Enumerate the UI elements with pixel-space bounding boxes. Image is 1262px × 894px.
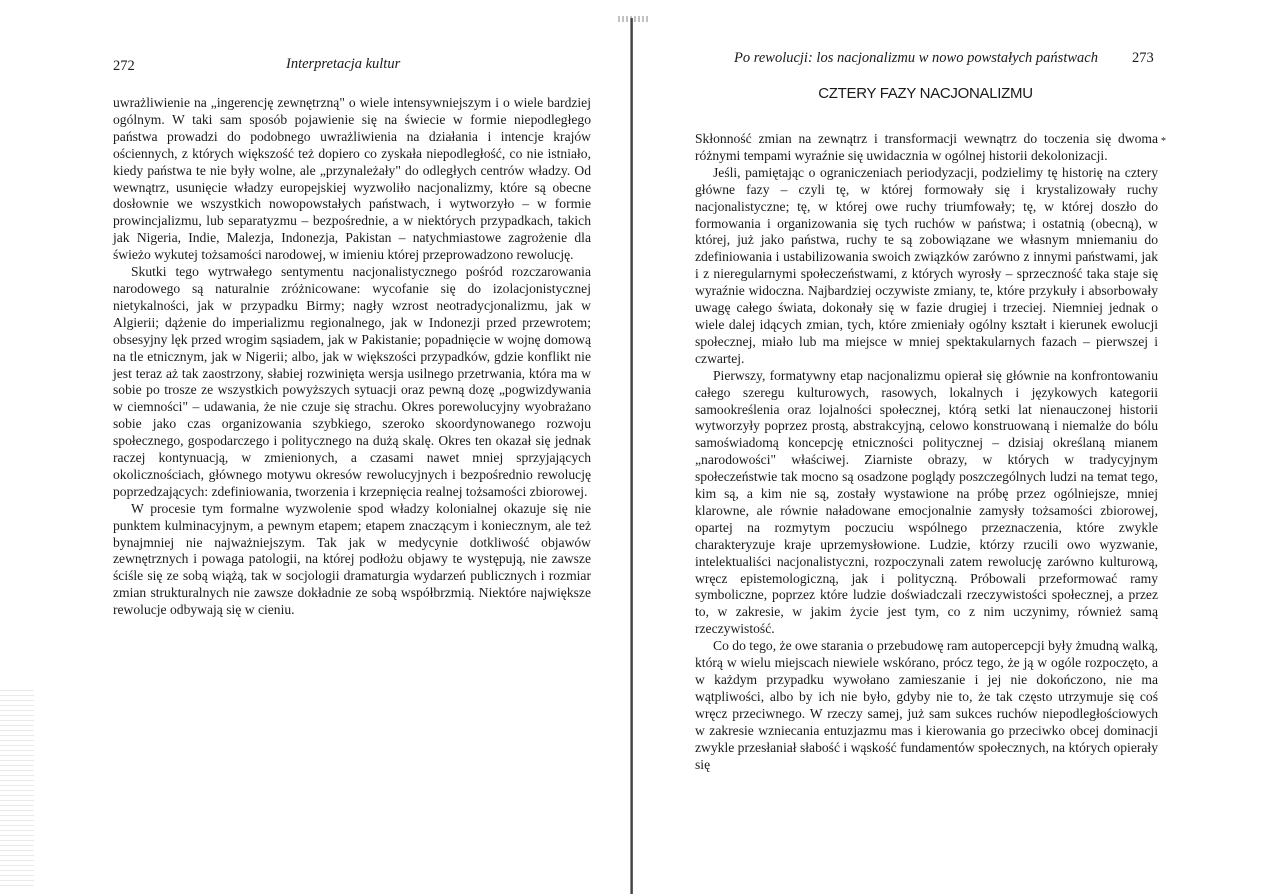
right-body-text — [695, 131, 1158, 773]
right-running-head: Po rewolucji: los nacjonalizmu w nowo powstałych państwach — [734, 50, 1098, 66]
section-title: CZTERY FAZY NACJONALIZMU — [818, 85, 1033, 102]
paragraph: Jeśli, pamiętając o ograniczeniach periodyzacji, podzielimy tę historię na cztery główne fazy – czyli tę, w której formowały się i krystalizowały ruchy nacjonalistyczne; tę, w której owe ruchy triumfowały; tę, w której doszło do formowania i organizowania się tych ruchów w państwa; i ostatnią (obecną), w której, już jako państwa, ruchy te są zobowiązane we własnym mniemaniu do zdefiniowania i ustabilizowania swoich związków zarówno z innymi państwami, jak i z nieregularnymi społeczeństwami, z których wyrosły – sprzeczność taka staje się wyraźnie widoczna. Najbardziej oczywiste zmiany, te, które przykuły i absorbowały uwagę całego świata, dokonały się w fazie drugiej i trzeciej. Niemniej jednak o wiele dalej idących zmian, tych, które zmieniały ogólny kształt i kierunek ewolucji społecznej, miało lub ma miejsce w mniej spektakularnych fazach – pierwszej i czwartej. — [695, 164, 1158, 366]
left-body-text — [113, 95, 591, 619]
right-page — [633, 0, 1262, 894]
left-page-number: 272 — [113, 58, 135, 74]
right-page-number: 273 — [1132, 50, 1154, 66]
left-running-head: Interpretacja kultur — [286, 56, 401, 72]
paragraph: Skutki tego wytrwałego sentymentu nacjonalistycznego pośród rozczarowania narodowego są naturalnie zróżnicowane: wycofanie się do izolacjonistycznej nietykalności, jak w przypadku Birmy; nagły wzrost neotradycjonalizmu, jak w Algierii; dążenie do imperializmu regionalnego, jak w Indonezji przed przewrotem; obsesyjny lęk przed wrogim sąsiadem, jak w Pakistanie; popadnięcie w wojnę domową na tle etnicznym, jak w Nigerii; albo, jak w większości przypadków, gdzie konflikt nie jest teraz aż tak zaostrzony, słabiej rozwinięta wersja usilnego przetrwania, która ma w sobie po trosze ze wszystkich powyższych sytuacji oraz pewną dozę „pogwizdywania w ciemności" – udawania, że nie czuje się strachu. Okres porewolucyjny wyobrażano sobie jako czas organizowania szybkiego, szeroko skoordynowanego rozwoju społecznego, gospodarczego i politycznego na dużą skalę. Okres ten okazał się jednak raczej kontynuacją, w zmienionych, a czasami nawet mniej sprzyjających okolicznościach, głównego motywu okresów rewolucyjnych i bezpośrednio rewolucję poprzedzających: zdefiniowania, tworzenia i krzepnięcia realnej tożsamości zbiorowej. — [113, 264, 591, 499]
paragraph: Co do tego, że owe starania o przebudowę ram autopercepcji były żmudną walką, którą w wielu miejscach niewiele wskórano, prócz tego, że ją w ogóle rozpoczęto, a w każdym przypadku wywołano zamieszanie i jej nie dokończono, nie ma wątpliwości, albo by ich nie było, gdyby nie to, że tak często utrzymuje się coś wręcz przeciwnego. W rzeczy samej, już sam sukces ruchów niepodległościowych w zakresie wzniecania entuzjazmu mas i kierowania go przeciwko obcej dominacji zwykle przesłaniał słabość i wąskość fundamentów społecznych, na których opierały się — [695, 638, 1158, 772]
left-page — [0, 0, 630, 894]
paragraph: uwrażliwienie na „ingerencję zewnętrzną" o wiele intensywniejszym i o wiele bardziej ogólnym. W taki sam sposób pojawienie się na świecie w formie niepodległego państwa prowadzi do podobnego uwrażliwienia na działania i intencje krajów ościennych, z których większość też dopiero co zyskała niepodległość, co nie istniało, kiedy państwa te nie były wolne, ale „przynależały" do odległych centrów władzy. Od wewnątrz, usunięcie władzy europejskiej wyzwoliło nacjonalizmy, które są obecne dosłownie we wszystkich nowopowstałych państwach, i wytworzyło – w formie prowincjalizmu, lub separatyzmu – bezpośrednie, a w niektórych przypadkach, takich jak Nigeria, Indie, Malezja, Indonezja, Pakistan – natychmiastowe zagrożenie dla świeżo wykutej tożsamości narodowej, w imieniu której przeprowadzono rewolucję. — [113, 95, 591, 263]
paragraph: Skłonność zmian na zewnątrz i transformacji wewnątrz do toczenia się dwoma różnymi tempami wyraźnie się uwidacznia w ogólnej historii dekolonizacji. — [695, 131, 1158, 163]
margin-mark: * — [1161, 136, 1166, 147]
paragraph: W procesie tym formalne wyzwolenie spod władzy kolonialnej okazuje się nie punktem kulminacyjnym, a pewnym etapem; etapem znaczącym i koniecznym, ale też bynajmniej nie najważniejszym. Tak jak w medycynie dotkliwość objawów zewnętrznych i powaga patologii, na której podłożu objawy te występują, nie zawsze ściśle się ze sobą wiążą, tak w socjologii dramaturgia wydarzeń publicznych i rozmiar zmian strukturalnych nie zawsze dokładnie ze sobą współbrzmią. Niektóre największe rewolucje odbywają się w cieniu. — [113, 500, 591, 618]
paragraph: Pierwszy, formatywny etap nacjonalizmu opierał się głównie na konfrontowaniu całego szeregu kulturowych, rasowych, lokalnych i językowych kategorii samookreślenia oraz lojalności społecznej, którą setki lat nienauczonej historii wytworzyły poprzez prostą, abstrakcyjną, celowo konstruowaną i niemalże do bólu samoświadomą koncepcję etniczności politycznej – dzisiaj określaną mianem „narodowości" właściwej. Ziarniste obrazy, w których w tradycyjnym społeczeństwie tak mocno są osadzone poglądy poszczególnych ludzi na temat tego, kim są, a kim nie są, zostały wystawione na próbę przez ogólniejsze, mniej klarowne, ale równie naładowane emocjonalnie zamysły tożsamości zbiorowej, opartej na rozmytym poczuciu wspólnego przeznaczenia, które zwykle charakteryzuje kraje uprzemysłowione. Ludzie, którzy rzucili owo wyzwanie, intelektualiści nacjonalistyczni, rozpoczynali zatem rewolucję zarówno kulturową, wręcz epistemologiczną, jak i polityczną. Próbowali przeformować ramy symboliczne, poprzez które ludzie doświadczali rzeczywistości społecznej, a przez to, w zakresie, w jakim życie jest tym, co z nim uczynimy, również samą rzeczywistość. — [695, 367, 1158, 637]
